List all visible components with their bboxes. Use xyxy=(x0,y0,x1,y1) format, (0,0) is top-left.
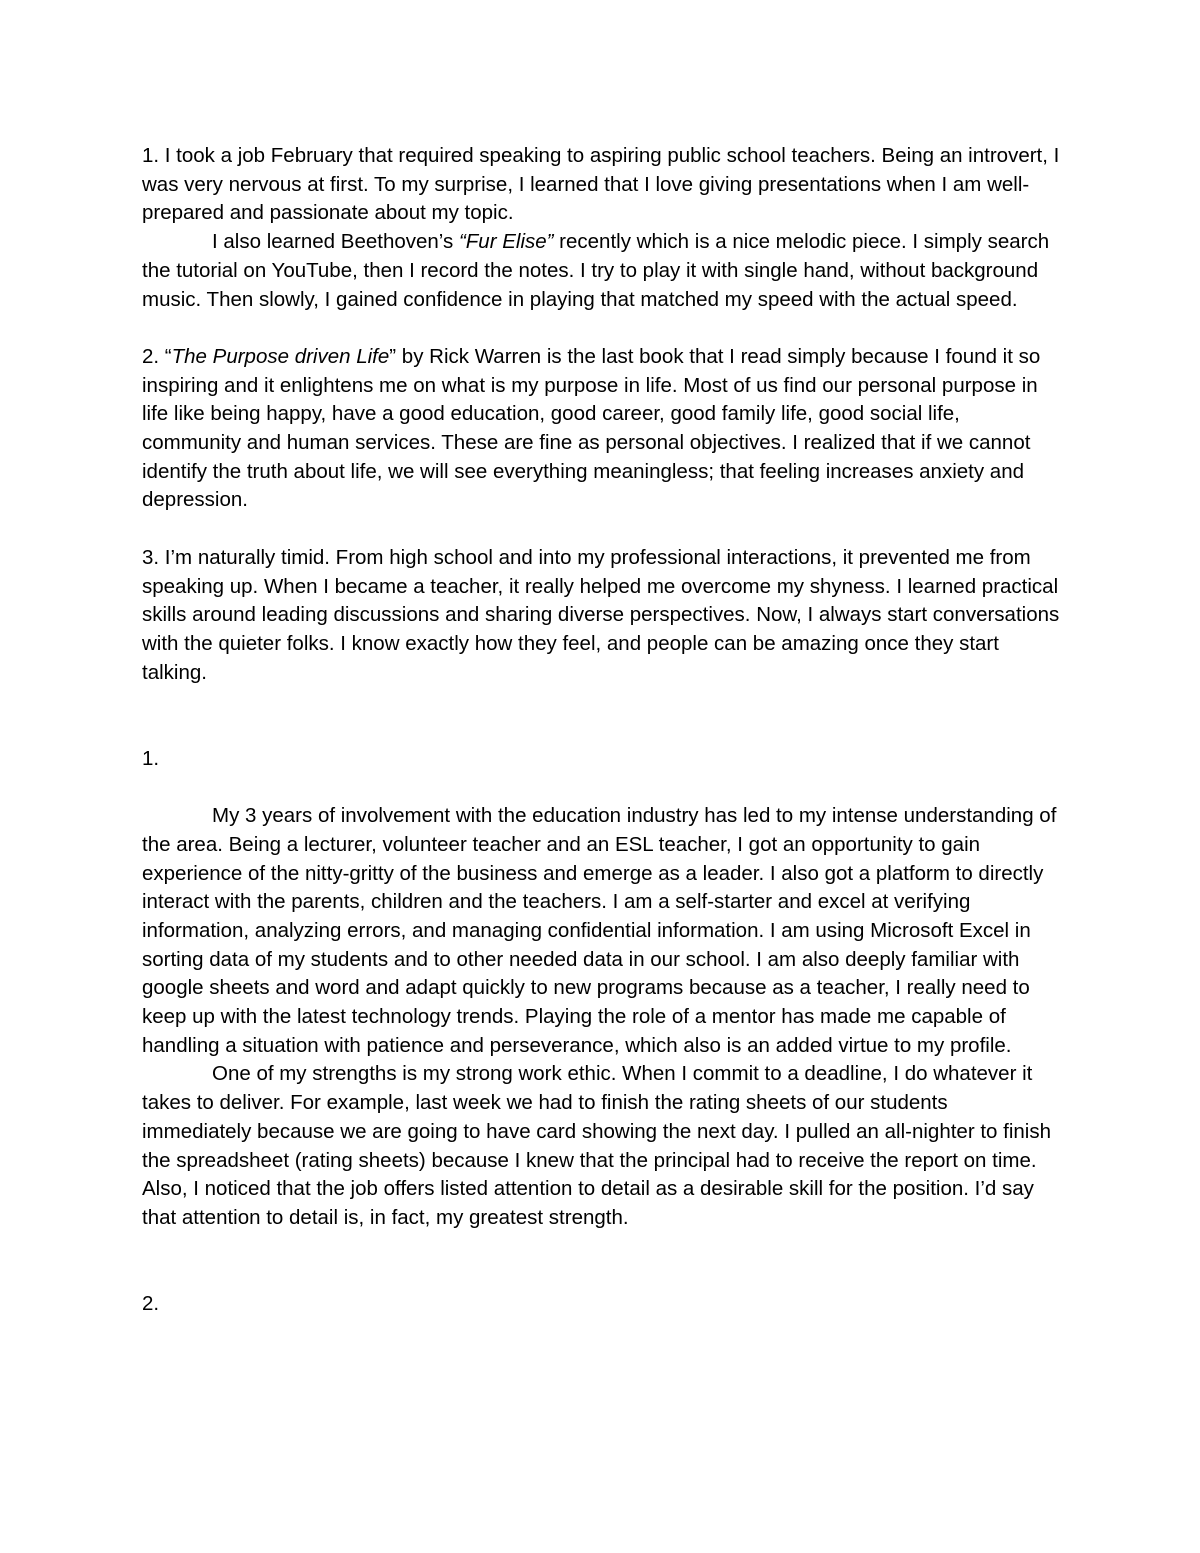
spacer xyxy=(142,687,1062,744)
spacer xyxy=(142,314,1062,343)
answer-2-paragraph xyxy=(142,343,1062,515)
document-body xyxy=(142,142,1062,1319)
answer-1-piano-paragraph xyxy=(142,228,1062,314)
book-prefix: 2. “ xyxy=(142,344,172,368)
answer-3-paragraph: 3. I’m naturally timid. From high school and into my professional interactions, it prevented me from speaking up. When I became a teacher, it really helped me overcome my shyness. I learned practical skills around leading discussions and sharing diverse perspectives. Now, I always start conversations with the quieter folks. I know exactly how they feel, and people can be amazing once they start talking. xyxy=(142,545,1060,684)
strengths-paragraph: One of my strengths is my strong work ethic. When I commit to a deadline, I do whatever it takes to deliver. For example, last week we had to finish the rating sheets of our students immediately because we are going to have card showing the next day. I pulled an all-nighter to finish the spreadsheet (rating sheets) because I knew that the principal had to receive the report on time. Also, I noticed that the job offers listed attention to detail as a desirable skill for the position. I’d say that attention to detail is, in fact, my greatest strength. xyxy=(142,1062,1051,1229)
section-number-1: 1. xyxy=(142,746,160,770)
piano-text-end: recently which is a nice melodic piece. I simply search the tutorial on YouTube, then I record the notes. I try to play it with single hand, without background music. Then slowly, I gained confidence in playing that matched my speed with the actual speed. xyxy=(142,230,1050,311)
spacer xyxy=(142,1233,1062,1290)
spacer xyxy=(142,515,1062,544)
book-text: ” by Rick Warren is the last book that I read simply because I found it so inspiring and it enlightens me on what is my purpose in life. Most of us find our personal purpose in life like being happy, have a good education, good career, good family life, good social life, community and human services. These are fine as personal objectives. I realized that if we cannot identify the truth about life, we will see everything meaningless; that feeling increases anxiety and depression. xyxy=(142,344,1041,512)
spacer xyxy=(142,773,1062,802)
answer-1-paragraph: 1. I took a job February that required speaking to aspiring public school teachers. Being an introvert, I was very nervous at first. To my surprise, I learned that I love giving presentations when I am well-prepared and passionate about my topic. xyxy=(142,144,1060,225)
experience-paragraph: My 3 years of involvement with the education industry has led to my intense understanding of the area. Being a lecturer, volunteer teacher and an ESL teacher, I got an opportunity to gain experience of the nitty-gritty of the business and emerge as a leader. I also got a platform to directly interact with the parents, children and the teachers. I am a self-starter and excel at verifying information, analyzing errors, and managing confidential information. I am using Microsoft Excel in sorting data of my students and to other needed data in our school. I am also deeply familiar with google sheets and word and adapt quickly to new programs because as a teacher, I really need to keep up with the latest technology trends. Playing the role of a mentor has made me capable of handling a situation with patience and perseverance, which also is an added virtue to my profile. xyxy=(142,804,1057,1057)
section-number-2: 2. xyxy=(142,1292,160,1316)
piano-text-start: I also learned Beethoven’s xyxy=(212,230,459,254)
book-title: The Purpose driven Life xyxy=(171,344,390,368)
song-title: “Fur Elise” xyxy=(458,230,554,254)
